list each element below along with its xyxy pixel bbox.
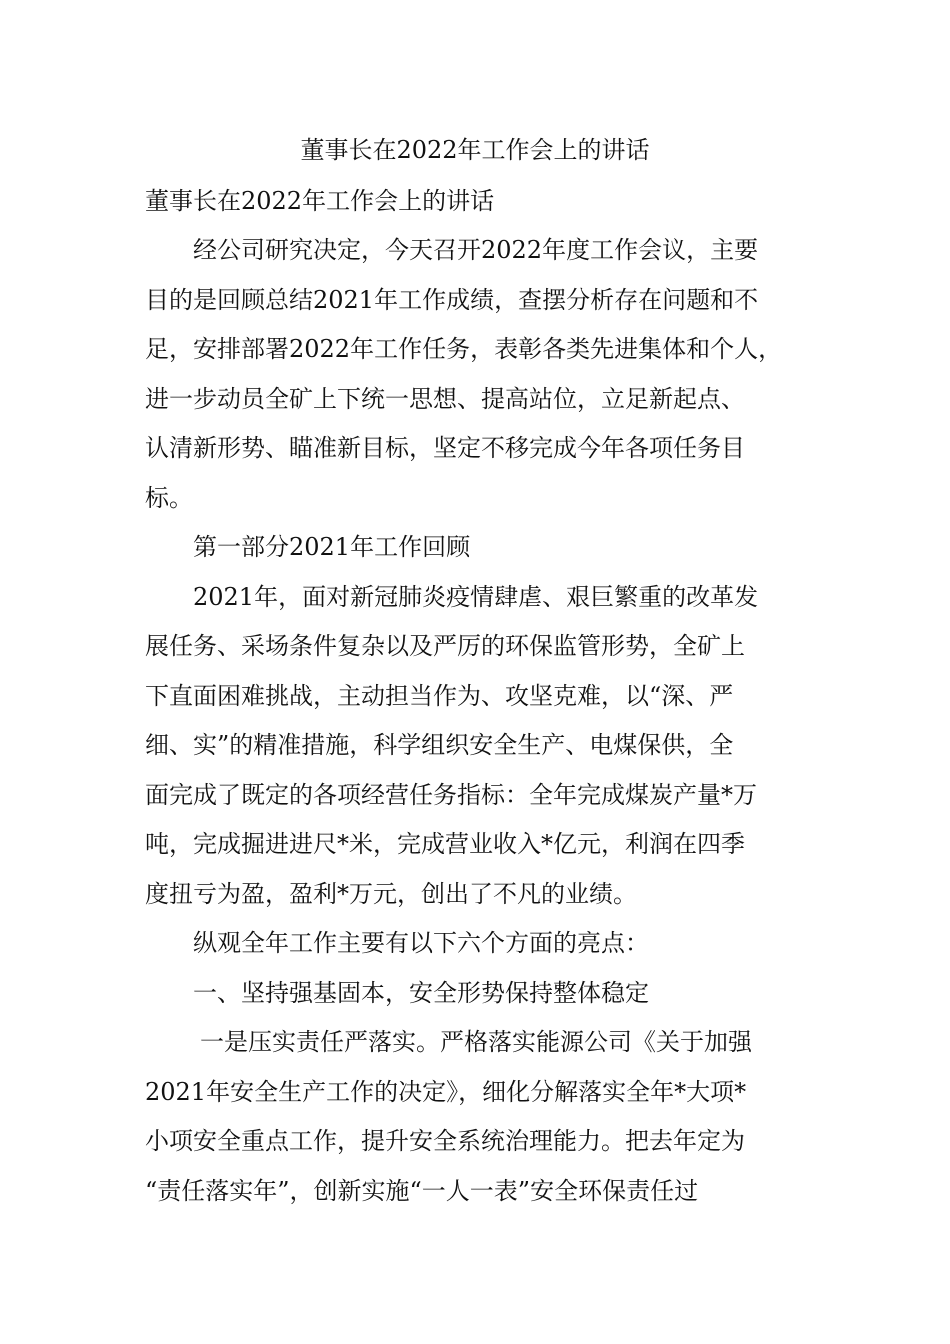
paragraph-line: 一是压实责任严落实。严格落实能源公司《关于加强 — [200, 1028, 752, 1056]
paragraph-line: 目的是回顾总结2021年工作成绩，查摆分析存在问题和不 — [145, 285, 759, 314]
document-body — [145, 230, 815, 1220]
paragraph-line: 标。 — [145, 483, 193, 512]
paragraph-line: 面完成了既定的各项经营任务指标：全年完成煤炭产量*万 — [145, 780, 757, 809]
paragraph-line: 度扭亏为盈，盈利*万元，创出了不凡的业绩。 — [145, 879, 637, 908]
paragraph-line: 2021年安全生产工作的决定》，细化分解落实全年*大项* — [145, 1077, 747, 1106]
paragraph-line: 吨，完成掘进进尺*米，完成营业收入*亿元，利润在四季 — [145, 830, 745, 858]
paragraph-line: 足，安排部署2022年工作任务，表彰各类先进集体和个人， — [145, 335, 783, 363]
paragraph-line: 展任务、采场条件复杂以及严厉的环保监管形势，全矿上 — [145, 632, 745, 660]
document-subtitle: 董事长在2022年工作会上的讲话 — [145, 187, 495, 215]
paragraph-line: 下直面困难挑战，主动担当作为、攻坚克难，以“深、严 — [145, 681, 734, 710]
paragraph-line: 纵观全年工作主要有以下六个方面的亮点： — [193, 929, 649, 957]
document-title: 董事长在2022年工作会上的讲话 — [300, 136, 650, 164]
paragraph-line: “责任落实年”，创新实施“一人一表”安全环保责任过 — [145, 1176, 699, 1205]
paragraph-line: 经公司研究决定，今天召开2022年度工作会议，主要 — [193, 236, 759, 264]
subsection-heading: 一、坚持强基固本，安全形势保持整体稳定 — [193, 978, 649, 1007]
paragraph-line: 细、实”的精准措施，科学组织安全生产、电煤保供，全 — [145, 731, 734, 759]
paragraph-line: 认清新形势、瞄准新目标，坚定不移完成今年各项任务目 — [145, 434, 745, 462]
paragraph-line: 进一步动员全矿上下统一思想、提高站位，立足新起点、 — [145, 384, 745, 413]
paragraph-line: 小项安全重点工作，提升安全系统治理能力。把去年定为 — [145, 1127, 745, 1155]
paragraph-line: 2021年，面对新冠肺炎疫情肆虐、艰巨繁重的改革发 — [193, 582, 759, 611]
section-heading: 第一部分2021年工作回顾 — [193, 533, 471, 561]
